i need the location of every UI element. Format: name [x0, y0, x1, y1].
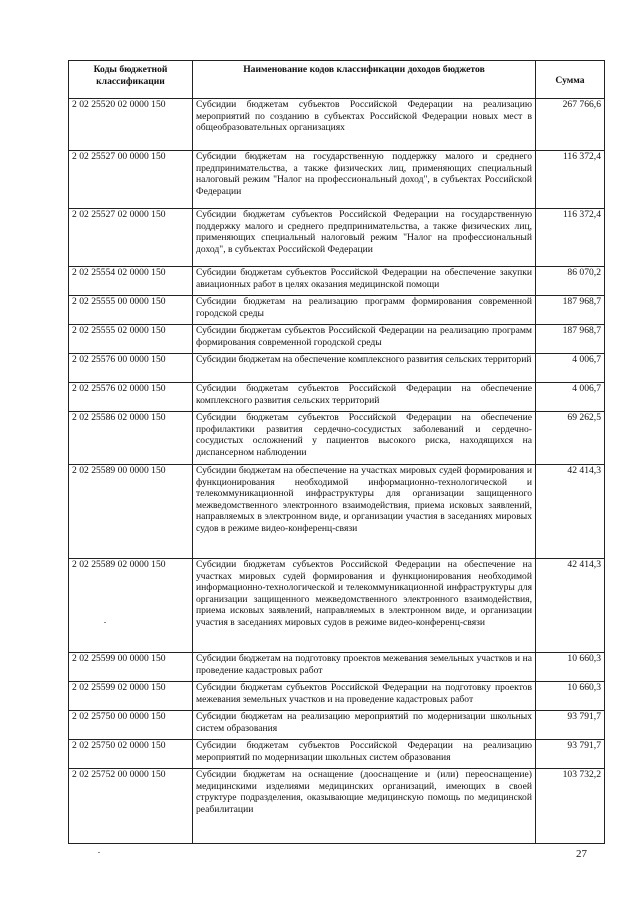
table-row	[69, 325, 605, 354]
table-body	[69, 99, 605, 844]
scan-speck	[104, 622, 106, 623]
revenue-name-cell: Субсидии бюджетам субъектов Российской Федерации на подготовку проектов межевания земельных участков и на проведение кадастровых работ	[193, 682, 536, 711]
table-row	[69, 711, 605, 740]
table-row	[69, 209, 605, 267]
page-number: 27	[576, 848, 587, 860]
sum-cell: 116 372,4	[536, 209, 605, 267]
table-row	[69, 151, 605, 209]
sum-cell: 103 732,2	[536, 769, 605, 844]
budget-revenue-table	[68, 60, 605, 844]
revenue-name-cell: Субсидии бюджетам субъектов Российской Федерации на реализацию мероприятий по созданию в субъектах Российской Федерации новых мест в общеобразовательных организациях	[193, 99, 536, 151]
sum-cell: 187 968,7	[536, 296, 605, 325]
sum-cell: 116 372,4	[536, 151, 605, 209]
sum-cell: 42 414,3	[536, 465, 605, 559]
table-row	[69, 383, 605, 412]
budget-code-cell: 2 02 25520 02 0000 150	[69, 99, 193, 151]
table-row	[69, 296, 605, 325]
revenue-name-cell: Субсидии бюджетам на оснащение (дооснащение и (или) переоснащение) медицинскими изделиями медицинских организаций, имеющих в своей структуре подразделения, оказывающие медицинскую помощь по медицинской реабилитации	[193, 769, 536, 844]
budget-code-cell: 2 02 25555 02 0000 150	[69, 325, 193, 354]
budget-code-cell: 2 02 25752 00 0000 150	[69, 769, 193, 844]
revenue-name-cell: Субсидии бюджетам субъектов Российской Федерации на государственную поддержку малого и среднего предпринимательства, а также физических лиц, применяющих специальный налоговый режим "Налог на профессиональный доход", в субъектах Российской Федерации	[193, 209, 536, 267]
revenue-name-cell: Субсидии бюджетам субъектов Российской Федерации на обеспечение комплексного развития сельских территорий	[193, 383, 536, 412]
sum-cell: 10 660,3	[536, 682, 605, 711]
revenue-name-cell: Субсидии бюджетам на реализацию программ формирования современной городской среды	[193, 296, 536, 325]
revenue-name-cell: Субсидии бюджетам на обеспечение комплексного развития сельских территорий	[193, 354, 536, 383]
budget-code-cell: 2 02 25527 02 0000 150	[69, 209, 193, 267]
revenue-name-cell: Субсидии бюджетам на реализацию мероприятий по модернизации школьных систем образования	[193, 711, 536, 740]
budget-code-cell: 2 02 25599 02 0000 150	[69, 682, 193, 711]
budget-code-cell: 2 02 25599 00 0000 150	[69, 653, 193, 682]
table-row	[69, 740, 605, 769]
header-code: Коды бюджетной классификации	[69, 61, 193, 99]
budget-code-cell: 2 02 25750 02 0000 150	[69, 740, 193, 769]
sum-cell: 187 968,7	[536, 325, 605, 354]
revenue-name-cell: Субсидии бюджетам на подготовку проектов межевания земельных участков и на проведение кадастровых работ	[193, 653, 536, 682]
budget-code-cell: 2 02 25555 00 0000 150	[69, 296, 193, 325]
revenue-name-cell: Субсидии бюджетам субъектов Российской Федерации на обеспечение на участках мировых судей формирования и функционирования необходимой информационно-технологической и телекоммуникационной инфраструктуры для организации защищенного межведомственного электронного взаимодействия, приема исковых заявлений, направляемых в электронном виде, и организации участия в заседаниях мировых судов в режиме видео-конференц-связи	[193, 559, 536, 653]
budget-code-cell: 2 02 25589 00 0000 150	[69, 465, 193, 559]
budget-code-cell: 2 02 25527 00 0000 150	[69, 151, 193, 209]
sum-cell: 86 070,2	[536, 267, 605, 296]
table-row	[69, 99, 605, 151]
budget-code-cell: 2 02 25586 02 0000 150	[69, 412, 193, 465]
table-row	[69, 653, 605, 682]
sum-cell: 69 262,5	[536, 412, 605, 465]
table-row	[69, 354, 605, 383]
table-header-row	[69, 61, 605, 99]
revenue-name-cell: Субсидии бюджетам субъектов Российской Федерации на реализацию мероприятий по модернизации школьных систем образования	[193, 740, 536, 769]
budget-code-cell: 2 02 25576 00 0000 150	[69, 354, 193, 383]
revenue-name-cell: Субсидии бюджетам на обеспечение на участках мировых судей формирования и функционирования необходимой информационно-технологической и телекоммуникационной инфраструктуры для организации защищенного межведомственного электронного взаимодействия, приема исковых заявлений, направляемых в электронном виде, и организации участия в заседаниях мировых судов в режиме видео-конференц-связи	[193, 465, 536, 559]
revenue-name-cell: Субсидии бюджетам субъектов Российской Федерации на обеспечение профилактики развития сердечно-сосудистых заболеваний и сердечно-сосудистых осложнений у пациентов высокого риска, находящихся на диспансерном наблюдении	[193, 412, 536, 465]
revenue-name-cell: Субсидии бюджетам на государственную поддержку малого и среднего предпринимательства, а также физических лиц, применяющих специальный налоговый режим "Налог на профессиональный доход", в субъектах Российской Федерации	[193, 151, 536, 209]
header-sum: Сумма	[536, 61, 605, 99]
table-row	[69, 267, 605, 296]
table-row	[69, 559, 605, 653]
table-row	[69, 412, 605, 465]
sum-cell: 93 791,7	[536, 740, 605, 769]
sum-cell: 42 414,3	[536, 559, 605, 653]
sum-cell: 4 006,7	[536, 383, 605, 412]
table-row	[69, 682, 605, 711]
table-row	[69, 465, 605, 559]
budget-code-cell: 2 02 25554 02 0000 150	[69, 267, 193, 296]
budget-code-cell: 2 02 25576 02 0000 150	[69, 383, 193, 412]
budget-code-cell: 2 02 25750 00 0000 150	[69, 711, 193, 740]
table-row	[69, 769, 605, 844]
sum-cell: 93 791,7	[536, 711, 605, 740]
revenue-name-cell: Субсидии бюджетам субъектов Российской Федерации на реализацию программ формирования современной городской среды	[193, 325, 536, 354]
sum-cell: 4 006,7	[536, 354, 605, 383]
header-name: Наименование кодов классификации доходов бюджетов	[193, 61, 536, 99]
revenue-name-cell: Субсидии бюджетам субъектов Российской Федерации на обеспечение закупки авиационных работ в целях оказания медицинской помощи	[193, 267, 536, 296]
scan-speck	[98, 852, 100, 853]
budget-code-cell: 2 02 25589 02 0000 150	[69, 559, 193, 653]
sum-cell: 267 766,6	[536, 99, 605, 151]
sum-cell: 10 660,3	[536, 653, 605, 682]
